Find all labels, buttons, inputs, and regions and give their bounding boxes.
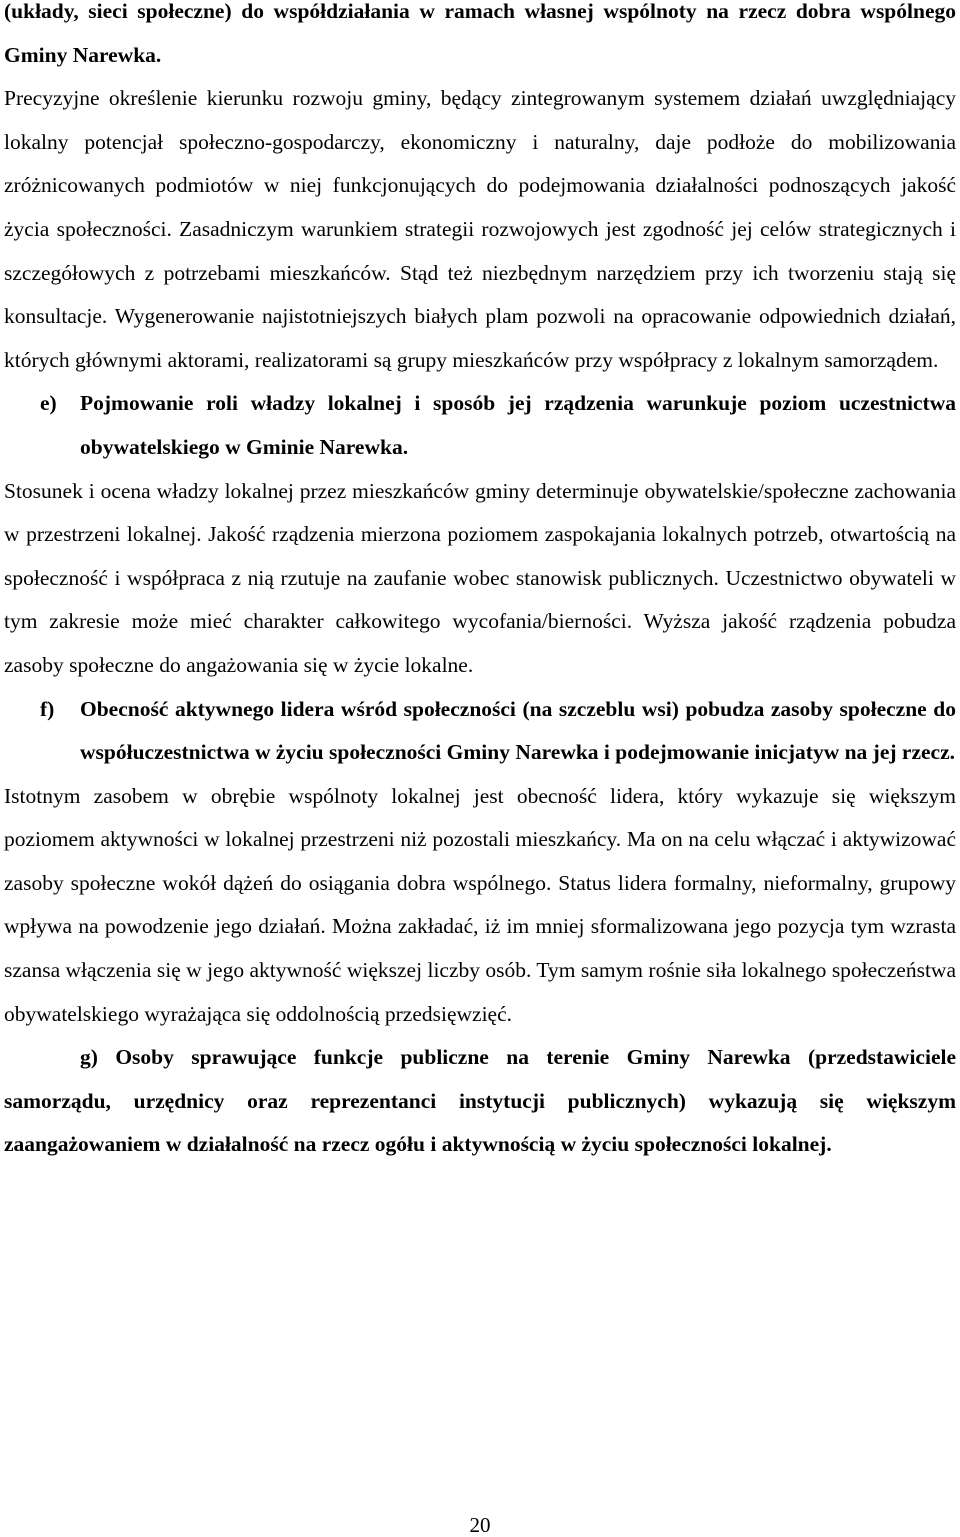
section-f-heading bbox=[4, 688, 956, 775]
section-e-marker: e) bbox=[40, 391, 57, 416]
document-page bbox=[4, 0, 956, 1167]
section-f-marker: f) bbox=[40, 696, 55, 721]
section-g-marker: g) bbox=[80, 1045, 98, 1070]
section-f-body: Istotnym zasobem w obrębie wspólnoty lokalnej jest obecność lidera, który wykazuje się większym poziomem aktywności w lokalnej przestrzeni niż pozostali mieszkańcy. Ma on na celu włączać i aktywizować zasoby społeczne wokół dążeń do osiągania dobra wspólnego. Status lidera formalny, nieformalny, grupowy wpływa na powodzenie jego działań. Można zakładać, iż im mniej sformalizowana jego pozycja tym wzrasta szansa włączenia się w jego aktywność większej liczby osób. Tym samym rośnie siła lokalnego społeczeństwa obywatelskiego wyrażająca się oddolnością przedsięwzięć. bbox=[4, 783, 956, 1026]
page-number: 20 bbox=[469, 1513, 491, 1537]
section-g-title: Osoby sprawujące funkcje publiczne na terenie Gminy Narewka (przedstawiciele samorządu, urzędnicy oraz reprezentanci instytucji publicznych) wykazują się większym zaangażowaniem w działalność na rzecz ogółu i aktywnością w życiu społeczności lokalnej. bbox=[4, 1045, 957, 1157]
strategy-paragraph: Precyzyjne określenie kierunku rozwoju gminy, będący zintegrowanym systemem działań uwzględniający lokalny potencjał społeczno-gospodarczy, ekonomiczny i naturalny, daje podłoże do mobilizowania zróżnicowanych podmiotów w niej funkcjonujących do podejmowania działalności podnoszących jakość życia społeczności. Zasadniczym warunkiem strategii rozwojowych jest zgodność jej celów strategicznych i szczegółowych z potrzebami mieszkańców. Stąd też niezbędnym narzędziem przy ich tworzeniu stają się konsultacje. Wygenerowanie najistotniejszych białych plam pozwoli na opracowanie odpowiednich działań, których głównymi aktorami, realizatorami są grupy mieszkańców przy współpracy z lokalnym samorządem. bbox=[4, 86, 956, 372]
section-f-title: Obecność aktywnego lidera wśród społeczności (na szczeblu wsi) pobudza zasoby społeczne do współuczestnictwa w życiu społeczności Gminy Narewka i podejmowanie inicjatyw na jej rzecz. bbox=[80, 696, 956, 765]
continuation-paragraph: (układy, sieci społeczne) do współdziałania w ramach własnej wspólnoty na rzecz dobra wspólnego Gminy Narewka. bbox=[4, 0, 956, 67]
section-g-heading bbox=[4, 1036, 956, 1167]
section-e-body: Stosunek i ocena władzy lokalnej przez mieszkańców gminy determinuje obywatelskie/społeczne zachowania w przestrzeni lokalnej. Jakość rządzenia mierzona poziomem zaspokajania lokalnych potrzeb, otwartością na społeczność i współpraca z nią rzutuje na zaufanie wobec stanowisk publicznych. Uczestnictwo obywateli w tym zakresie może mieć charakter całkowitego wycofania/bierności. Wyższa jakość rządzenia pobudza zasoby społeczne do angażowania się w życie lokalne. bbox=[4, 478, 956, 677]
section-e-title: Pojmowanie roli władzy lokalnej i sposób jej rządzenia warunkuje poziom uczestnictwa obywatelskiego w Gminie Narewka. bbox=[80, 391, 956, 459]
section-e-heading bbox=[4, 382, 956, 469]
